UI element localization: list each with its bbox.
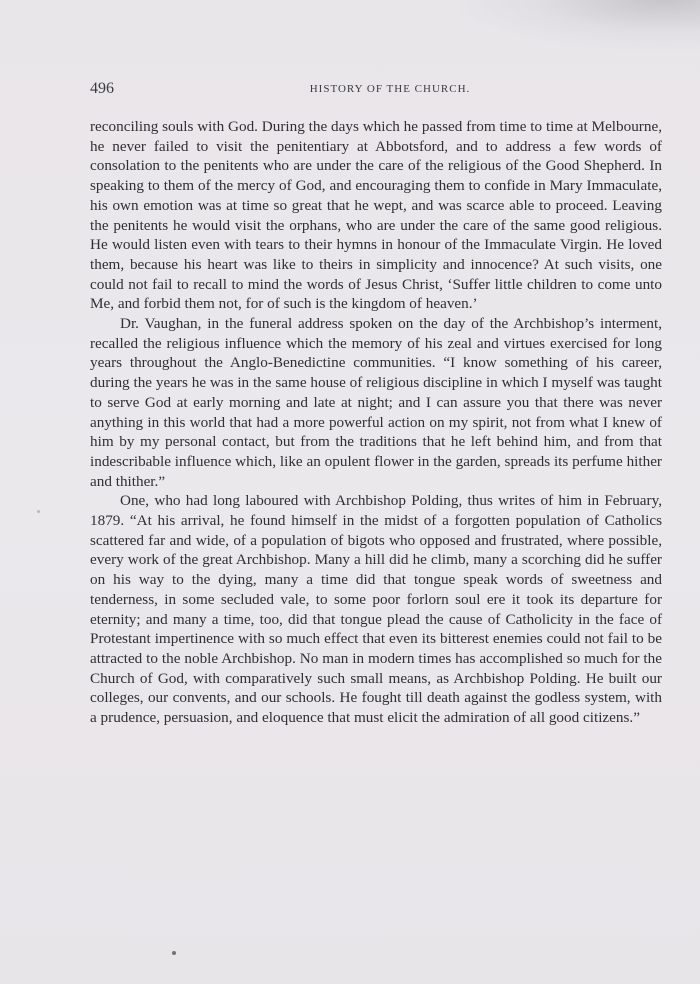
paragraph-polding-tribute: One, who had long laboured with Archbishop Polding, thus writes of him in February, 1879. “At his arrival, he found himself in the midst of a forgotten population of Catholics scattered far and wide, of a population of bigots who opposed and frustrated, where possible, every work of the great Archbishop. Many a hill did he climb, many a scorching did he suffer on his way to the dying, many a time did that tongue speak words of sweetness and tenderness, in some secluded vale, to some poor forlorn soul ere it took its departure for eternity; and many a time, too, did that tongue plead the cause of Catholicity in the face of Protestant impertinence with so much effect that even its bitterest enemies could not fail to be attracted to the noble Archbishop. No man in modern times has accomplished so much for the Church of God, with comparatively such small means, as Archbishop Polding. He built our colleges, our convents, and our schools. He fought till death against the godless system, with a prudence, persuasion, and eloquence that must elicit the admiration of all good citizens.” — [90, 492, 662, 727]
scan-corner-shadow — [460, 0, 700, 50]
scan-speck — [172, 951, 176, 955]
page-header — [90, 80, 662, 100]
running-title: HISTORY OF THE CHURCH. — [309, 83, 471, 95]
body-text — [90, 117, 662, 728]
paragraph-vaughan-address: Dr. Vaughan, in the funeral address spoken on the day of the Archbishop’s interment, recalled the religious influence which the memory of his zeal and virtues exercised for long years throughout the Anglo-Benedictine communities. “I know something of his career, during the years he was in the same house of religious discipline in which I myself was taught to serve God at early morning and late at night; and I can assure you that there was never anything in this world that had a more powerful action on my spirit, not from what I knew of him by my personal contact, but from the traditions that he left behind him, and from that indescribable influence which, like an opulent flower in the garden, spreads its perfume hither and thither.” — [90, 315, 662, 490]
page-number: 496 — [90, 80, 114, 97]
scan-speck — [37, 510, 40, 513]
paragraph-continuation: reconciling souls with God. During the days which he passed from time to time at Melbourne, he never failed to visit the penitentiary at Abbotsford, and to address a few words of consolation to the penitents who are under the care of the religious of the Good Shepherd. In speaking to them of the mercy of God, and encouraging them to confide in Mary Immaculate, his own emotion was at time so great that he wept, and was scarce able to proceed. Leaving the penitents he would visit the orphans, who are under the care of the same good religious. He would listen even with tears to their hymns in honour of the Immaculate Virgin. He loved them, because his heart was like to theirs in simplicity and innocence? At such visits, one could not fail to recall to mind the words of Jesus Christ, ‘Suffer little children to come unto Me, and forbid them not, for of such is the kingdom of heaven.’ — [90, 118, 662, 313]
